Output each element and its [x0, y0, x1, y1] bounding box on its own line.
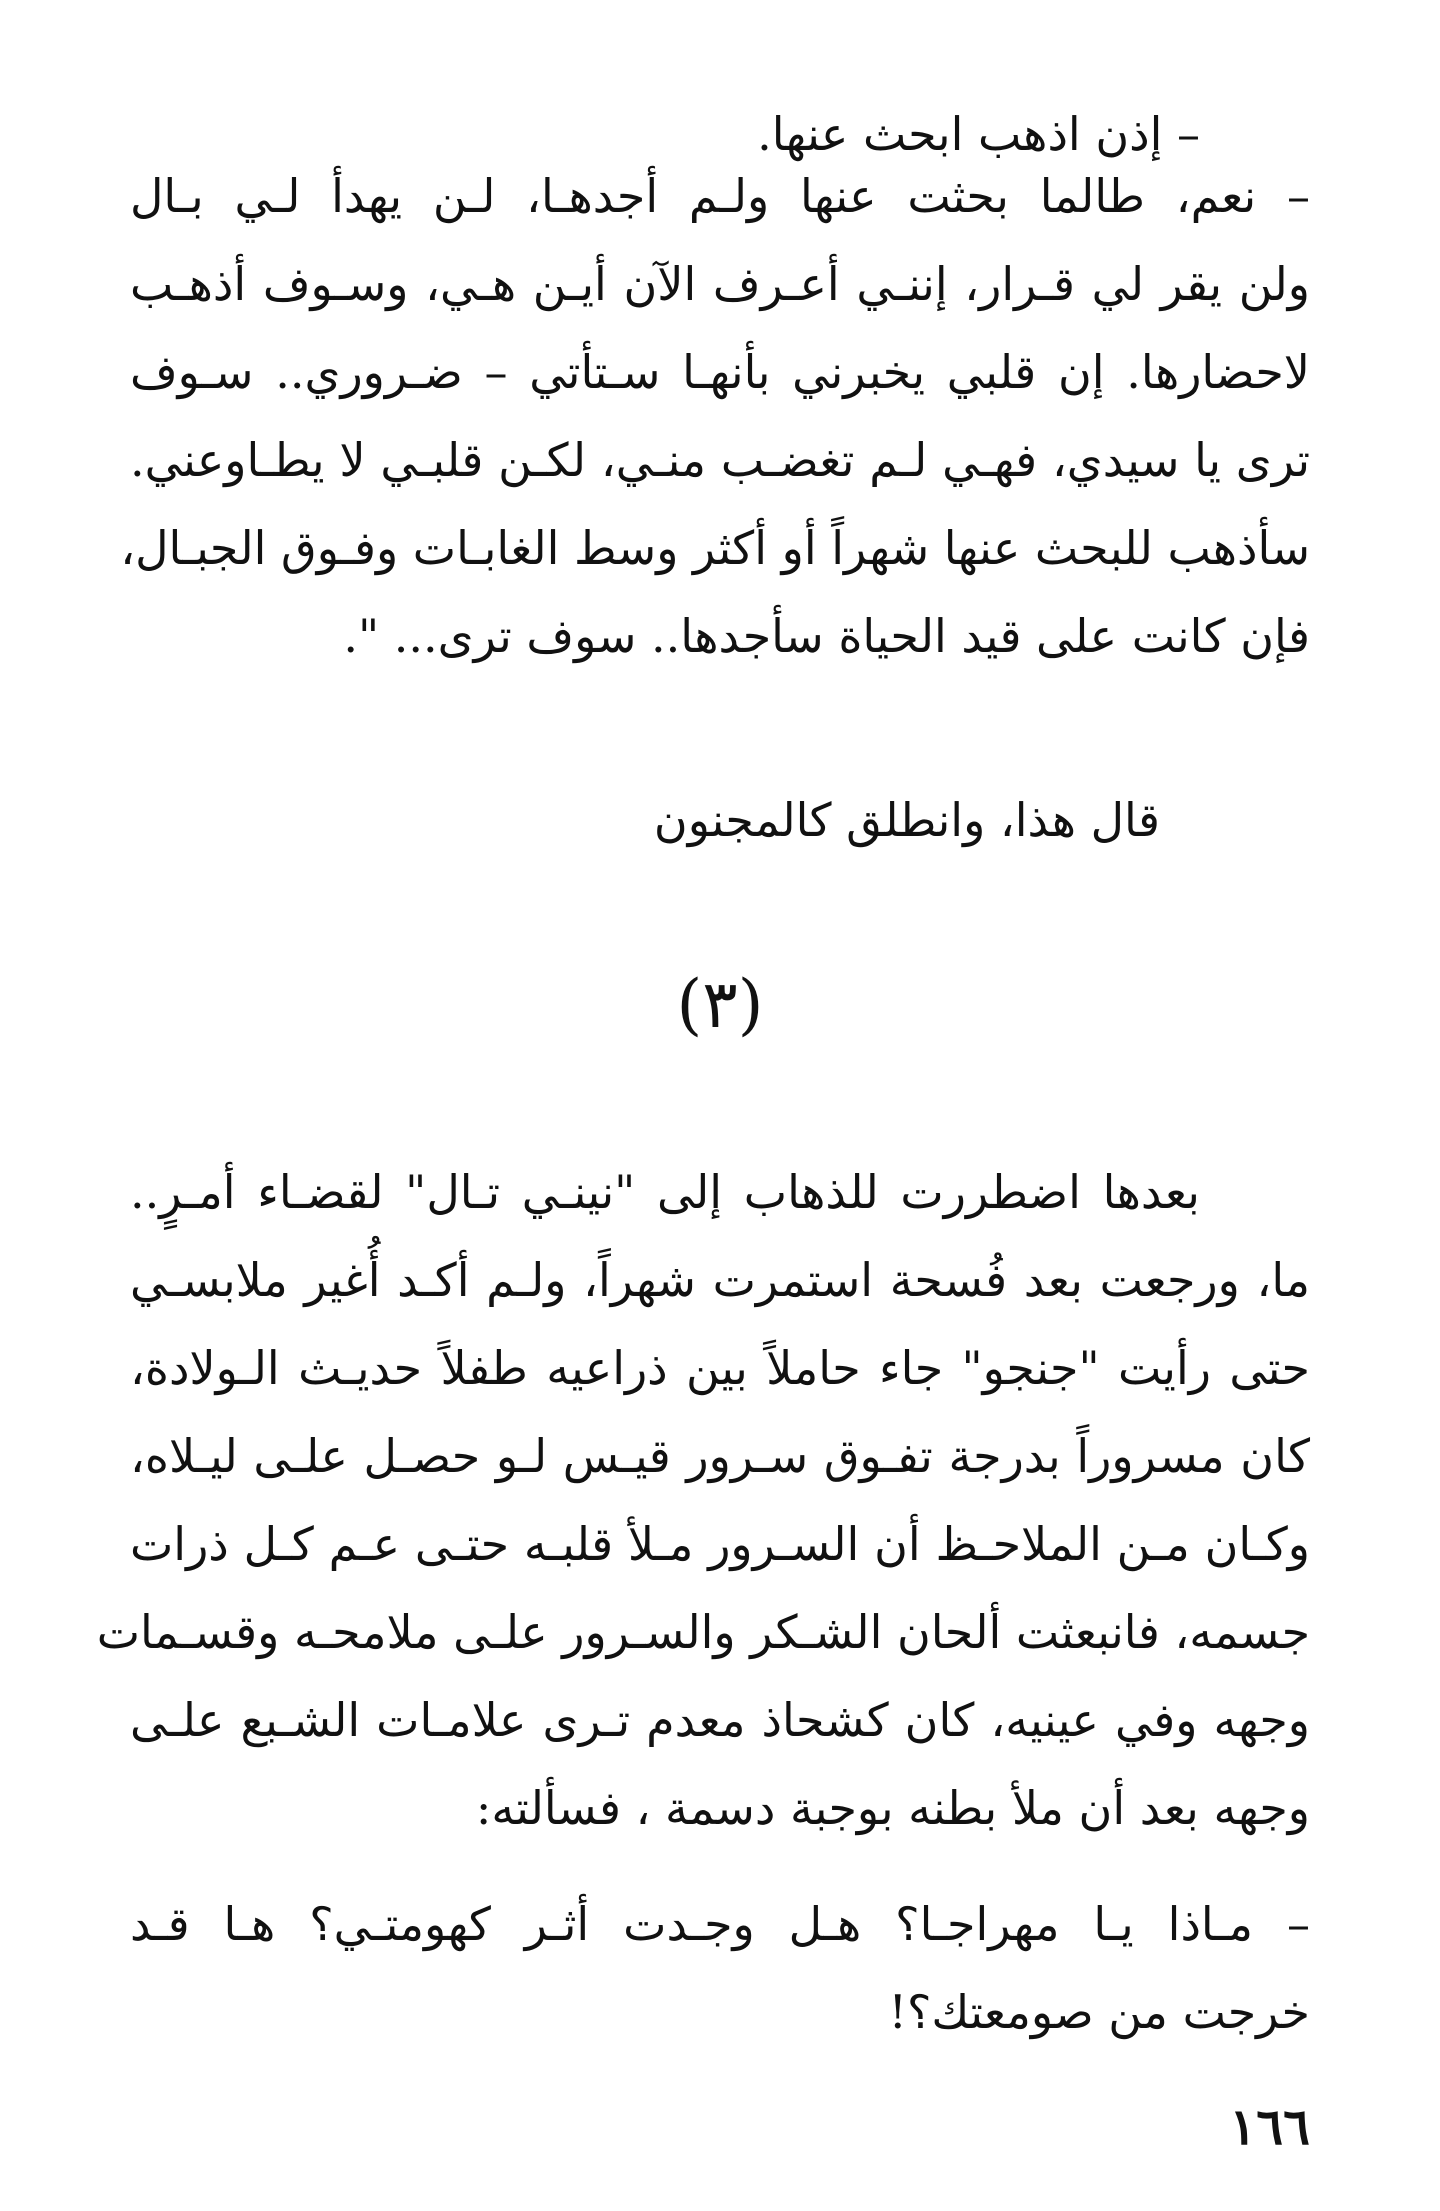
text-line: ولن يقر لي قـرار، إننـي أعـرف الآن أيـن هـي، وسـوف أذهـب [130, 257, 1310, 311]
text-line: وجهه بعد أن ملأ بطنه بوجبة دسمة ، فسألته: [475, 1781, 1310, 1835]
text-line: كان مسروراً بدرجة تفـوق سـرور قيـس لـو حصـل علـى ليـلاه، [130, 1429, 1310, 1483]
page-number: ١٦٦ [1229, 2097, 1310, 2156]
text-line: – مـاذا يـا مهراجـا؟ هـل وجـدت أثـر كهومتـي؟ هـا قـد [130, 1897, 1310, 1951]
section-heading: (٣) [676, 966, 764, 1043]
text-line: ما، ورجعت بعد فُسحة استمرت شهراً، ولـم أكـد أُغير ملابسـي [130, 1253, 1310, 1307]
paragraph-search-reply [120, 152, 1310, 680]
text-line: وكـان مـن الملاحـظ أن السـرور مـلأ قلبـه حتـى عـم كـل ذرات [130, 1517, 1310, 1571]
text-line: خرجت من صومعتك؟! [888, 1985, 1310, 2039]
text-line: جسمه، فانبعثت ألحان الشـكر والسـرور علـى ملامحـه وقسـمات [96, 1605, 1310, 1659]
text-line: – نعم، طالما بحثت عنها ولـم أجدهـا، لـن يهدأ لـي بـال [130, 169, 1310, 223]
paragraph-return-journey [96, 1148, 1310, 1852]
text-line: وجهه وفي عينيه، كان كشحاذ معدم تـرى علامـات الشـبع علـى [130, 1693, 1310, 1747]
text-line: فإن كانت على قيد الحياة سأجدها.. سوف ترى... ". [343, 609, 1310, 663]
text-line: سأذهب للبحث عنها شهراً أو أكثر وسط الغابـات وفـوق الجبـال، [120, 521, 1310, 575]
narration-line-left-like-mad: قال هذا، وانطلق كالمجنون [653, 793, 1160, 847]
text-line: حتى رأيت "جنجو" جاء حاملاً بين ذراعيه طفلاً حديـث الـولادة، [130, 1341, 1310, 1395]
text-line: ترى يا سيدي، فهـي لـم تغضـب منـي، لكـن قلبـي لا يطـاوعني. [130, 433, 1310, 487]
paragraph-question [130, 1880, 1310, 2056]
dialogue-line-go-search: – إذن اذهب ابحث عنها. [757, 107, 1200, 161]
text-line: بعدها اضطررت للذهاب إلى "نينـي تـال" لقضـاء أمـرٍ.. [130, 1165, 1200, 1219]
text-line: لاحضارها. إن قلبي يخبرني بأنهـا سـتأتي – ضـروري.. سـوف [130, 345, 1310, 399]
